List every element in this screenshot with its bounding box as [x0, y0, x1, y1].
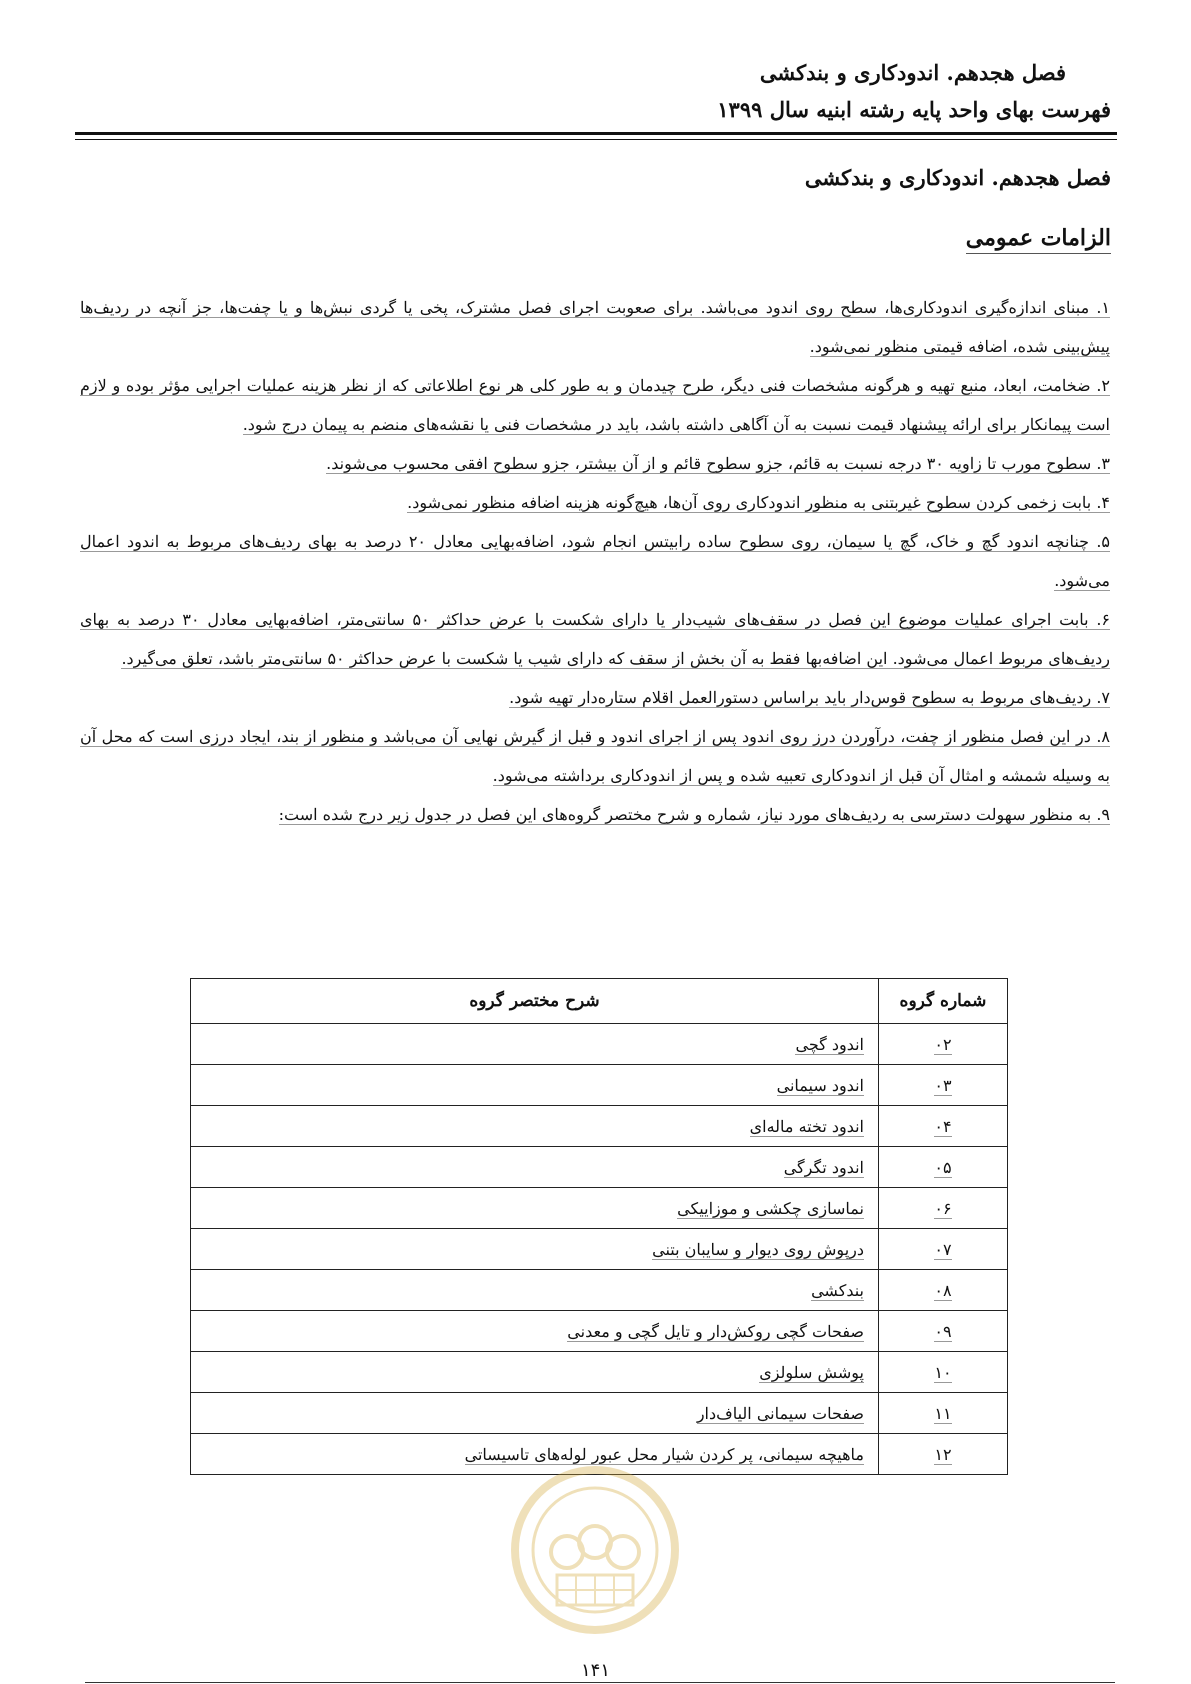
page-number: ۱۴۱ — [580, 1660, 610, 1681]
group-description-cell: اندود تگرگی — [191, 1147, 879, 1188]
general-requirements — [80, 288, 1110, 834]
paragraph-1: ۱. مبنای اندازه‌گیری اندودکاری‌ها، سطح روی اندود می‌باشد. برای صعوبت اجرای فصل مشترک، پخی یا گردی نبش‌ها و یا چفت‌ها، جز آنچه در ردیف‌ها پیش‌بینی شده، اضافه قیمتی منظور نمی‌شود. — [80, 298, 1110, 356]
header-rule-thin — [75, 139, 1117, 140]
header-description: شرح مختصر گروه — [191, 979, 879, 1024]
paragraph-6: ۶. بابت اجرای عملیات موضوع این فصل در سقف‌های شیب‌دار یا دارای شکست با عرض حداکثر ۵۰ سانتی‌متر، اضافه‌بهایی معادل ۳۰ درصد به بهای ردیف‌های مربوط اعمال می‌شود. این اضافه‌بها فقط به آن بخش از سقف که دارای شیب یا شکست با عرض حداکثر ۵۰ سانتی‌متر باشد، تعلق می‌گیرد. — [80, 610, 1111, 668]
group-number-cell: ۱۲ — [879, 1434, 1008, 1475]
group-table — [190, 978, 1008, 1475]
group-number-cell: ۰۵ — [879, 1147, 1008, 1188]
group-number-cell: ۰۳ — [879, 1065, 1008, 1106]
header-group-number: شماره گروه — [879, 979, 1008, 1024]
watermark-logo-icon — [505, 1460, 685, 1640]
paragraph-4: ۴. بابت زخمی کردن سطوح غیربتنی به منظور اندودکاری روی آن‌ها، هیچ‌گونه هزینه اضافه منظور نمی‌شود. — [407, 493, 1110, 512]
table-row — [191, 1024, 1008, 1065]
group-description-cell: پوشش سلولزی — [191, 1352, 879, 1393]
paragraph-5: ۵. چنانچه اندود گچ و خاک، گچ یا سیمان، روی سطوح ساده رابیتس انجام شود، اضافه‌بهایی معادل ۲۰ درصد به بهای ردیف‌های مربوط به اندود اعمال می‌شود. — [80, 532, 1110, 590]
table-row — [191, 1270, 1008, 1311]
group-description-cell: اندود گچی — [191, 1024, 879, 1065]
group-description-cell: نماسازی چکشی و موزاییکی — [191, 1188, 879, 1229]
header-rule-thick — [75, 132, 1117, 135]
group-description-cell: اندود تخته ماله‌ای — [191, 1106, 879, 1147]
group-number-cell: ۰۴ — [879, 1106, 1008, 1147]
footer-rule — [85, 1682, 1115, 1683]
paragraph-2: ۲. ضخامت، ابعاد، منبع تهیه و هرگونه مشخصات فنی دیگر، طرح چیدمان و به طور کلی هر نوع اطلاعاتی که از نظر هزینه عملیات اجرایی مؤثر بوده و لازم است پیمانکار برای ارائه پیشنهاد قیمت نسبت به آن آگاهی داشته باشد، باید در مشخصات فنی یا نقشه‌های منضم به پیمان درج شود. — [80, 376, 1110, 434]
running-header-chapter: فصل هجدهم. اندودکاری و بندکشی — [759, 60, 1066, 85]
group-number-cell: ۰۹ — [879, 1311, 1008, 1352]
group-description-cell: ماهیچه سیمانی، پر کردن شیار محل عبور لوله‌های تاسیساتی — [191, 1434, 879, 1475]
group-number-cell: ۰۲ — [879, 1024, 1008, 1065]
table-row — [191, 1188, 1008, 1229]
table-row — [191, 1229, 1008, 1270]
group-number-cell: ۱۰ — [879, 1352, 1008, 1393]
running-header-catalog: فهرست بهای واحد پایه رشته ابنیه سال ۱۳۹۹ — [717, 97, 1111, 122]
group-number-cell: ۱۱ — [879, 1393, 1008, 1434]
table-row — [191, 1065, 1008, 1106]
table-row — [191, 1147, 1008, 1188]
group-description-cell: صفحات گچی روکش‌دار و تایل گچی و معدنی — [191, 1311, 879, 1352]
table-row — [191, 1393, 1008, 1434]
group-description-cell: اندود سیمانی — [191, 1065, 879, 1106]
paragraph-8: ۸. در این فصل منظور از چفت، درآوردن درز روی اندود پس از اجرای اندود و قبل از گیرش نهایی آن می‌باشد و منظور از بند، ایجاد درزی است که محل آن به وسیله شمشه و امثال آن قبل از اندودکاری تعبیه شده و پس از اندودکاری برداشته می‌شود. — [80, 727, 1111, 785]
group-description-cell: بندکشی — [191, 1270, 879, 1311]
table-header-row — [191, 979, 1008, 1024]
table-row — [191, 1106, 1008, 1147]
group-description-cell: درپوش روی دیوار و سایبان بتنی — [191, 1229, 879, 1270]
group-number-cell: ۰۶ — [879, 1188, 1008, 1229]
group-description-cell: صفحات سیمانی الیاف‌دار — [191, 1393, 879, 1434]
group-number-cell: ۰۷ — [879, 1229, 1008, 1270]
group-number-cell: ۰۸ — [879, 1270, 1008, 1311]
paragraph-3: ۳. سطوح مورب تا زاویه ۳۰ درجه نسبت به قائم، جزو سطوح قائم و از آن بیشتر، جزو سطوح افقی محسوب می‌شوند. — [326, 454, 1110, 473]
table-row — [191, 1311, 1008, 1352]
paragraph-7: ۷. ردیف‌های مربوط به سطوح قوس‌دار باید براساس دستورالعمل اقلام ستاره‌دار تهیه شود. — [509, 688, 1110, 707]
paragraph-9: ۹. به منظور سهولت دسترسی به ردیف‌های مورد نیاز، شماره و شرح مختصر گروه‌های این فصل در جدول زیر درج شده است: — [278, 805, 1110, 824]
section-title: الزامات عمومی — [966, 225, 1111, 254]
table-row — [191, 1352, 1008, 1393]
chapter-title: فصل هجدهم. اندودکاری و بندکشی — [804, 165, 1111, 190]
